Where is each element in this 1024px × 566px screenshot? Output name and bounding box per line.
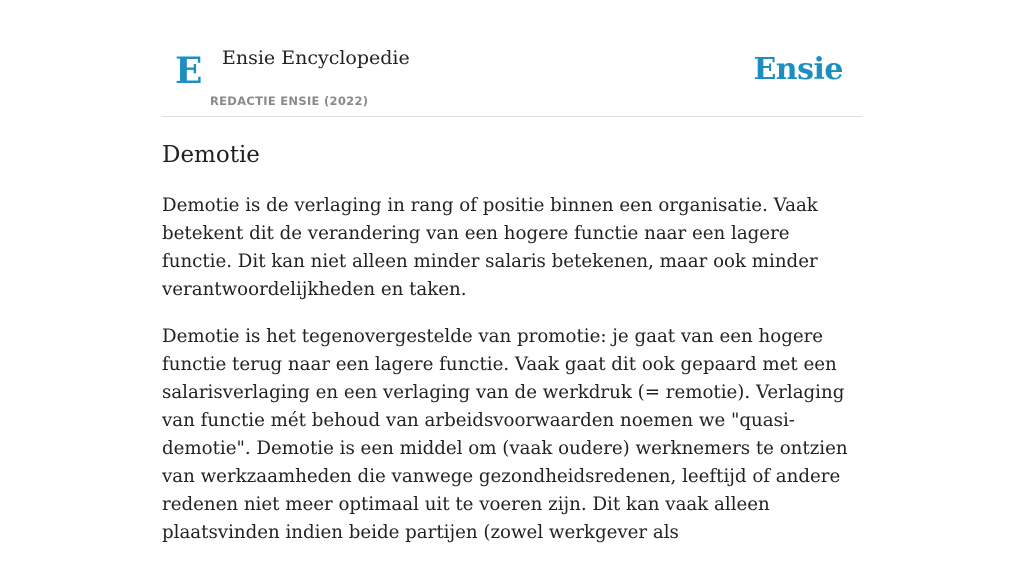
header [162, 0, 862, 117]
source-name[interactable]: Ensie Encyclopedie [222, 47, 410, 69]
author-credit: REDACTIE ENSIE (2022) [210, 94, 369, 108]
paragraph: Demotie is het tegenovergestelde van promotie: je gaat van een hogere functie terug naar een lagere functie. Vaak gaat dit ook gepaard met een salarisverlaging en een verlaging van de werkdruk (= remotie). Verlaging van functie mét behoud van arbeidsvoorwaarden noemen we "quasi-demotie". Demotie is een middel om (vaak oudere) werknemers te ontzien van werkzaamheden die vanwege gezondheidsredenen, leeftijd of andere redenen niet meer optimaal uit te voeren zijn. Dit kan vaak alleen plaatsvinden indien beide partijen (zowel werkgever als [162, 326, 848, 543]
article-body [162, 192, 862, 566]
article-title: Demotie [162, 142, 260, 168]
paragraph: Demotie is de verlaging in rang of positie binnen een organisatie. Vaak betekent dit de verandering van een hogere functie naar een lagere functie. Dit kan niet alleen minder salaris betekenen, maar ook minder verantwoordelijkheden en taken. [162, 195, 818, 300]
brand-logo[interactable]: Ensie [753, 52, 843, 87]
ensie-logo-icon[interactable]: E [175, 50, 203, 92]
